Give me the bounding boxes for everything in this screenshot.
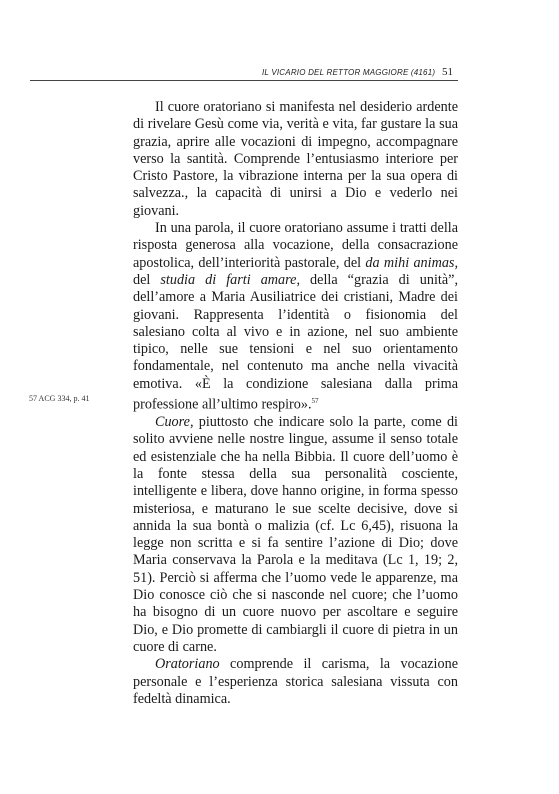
p2-italic-2: studia di farti amare, [160,271,300,288]
page-number: 51 [442,66,453,78]
p4-text-1: comprende il carisma, la vocazione personale e l’esperienza storica salesiana vissuta con fedeltà dinamica. [133,656,458,707]
p3-italic-1: Cuore, [155,414,194,431]
p2-text-1: In una parola, il cuore oratoriano assume i tratti della risposta generosa alla vocazione, della consacrazione apostolica, dell’interiorità pastorale, del [133,220,458,271]
p2-italic-1: da mihi animas, [365,254,459,271]
p4-italic-1: Oratoriano [155,656,220,673]
body-text [133,99,458,708]
p2-text-2: del [133,271,161,288]
paragraph-2 [133,220,458,414]
paragraph-3 [133,414,458,656]
header-rule [30,80,458,81]
paragraph-1: Il cuore oratoriano si manifesta nel desiderio ardente di rivelare Gesù come via, verità e vita, far gustare la sua grazia, aprire alle vocazioni di impegno, accompagnare verso la santità. Comprende l’entusiasmo interiore per Cristo Pastore, la vibrazione interna per la sua opera di salvezza., la capacità di unirsi a Dio e vederlo nei giovani. [133,99,458,219]
footnote-ref: 57 [311,397,319,406]
p3-text-1: piuttosto che indicare solo la parte, come di solito avviene nelle nostre lingue, assume il senso totale ed esistenziale che ha nella Bibbia. Il cuore dell’uomo è la fonte stessa della sua personalità cosciente, intelligente e libera, dove hanno origine, in forma spesso misteriosa, e maturano le sue scelte decisive, dove si annida la sua bontà o malizia (cf. Lc 6,45), risuona la legge non scritta e si fa sentire l’azione di Dio; dove Maria conservava la Parola e la meditava (Lc 1, 19; 2, 51). Perciò si afferma che l’uomo vede le apparenze, ma Dio conosce ciò che si nasconde nel cuore; che l’uomo ha bisogno di un cuore nuovo per ascoltare e seguire Dio, e Dio promette di cambiargli il cuore di pietra in un cuore di carne. [133,414,458,655]
margin-footnote: 57 ACG 334, p. 41 [29,394,90,403]
p2-text-3: della “grazia di unità”, dell’amore a Maria Ausiliatrice dei cristiani, Madre dei giovani. Rappresenta l’identità o fisionomia del salesiano colta al vivo e in azione, nel suo ambiente tipico, nelle sue tensioni e nel suo orientamento fondamentale, nel contenuto ma anche nella vivacità emotiva. «È la condizione salesiana dalla prima professione all’ultimo respiro». [133,271,458,413]
paragraph-4 [133,656,458,708]
running-header: IL VICARIO DEL RETTOR MAGGIORE (4161) [262,68,436,77]
